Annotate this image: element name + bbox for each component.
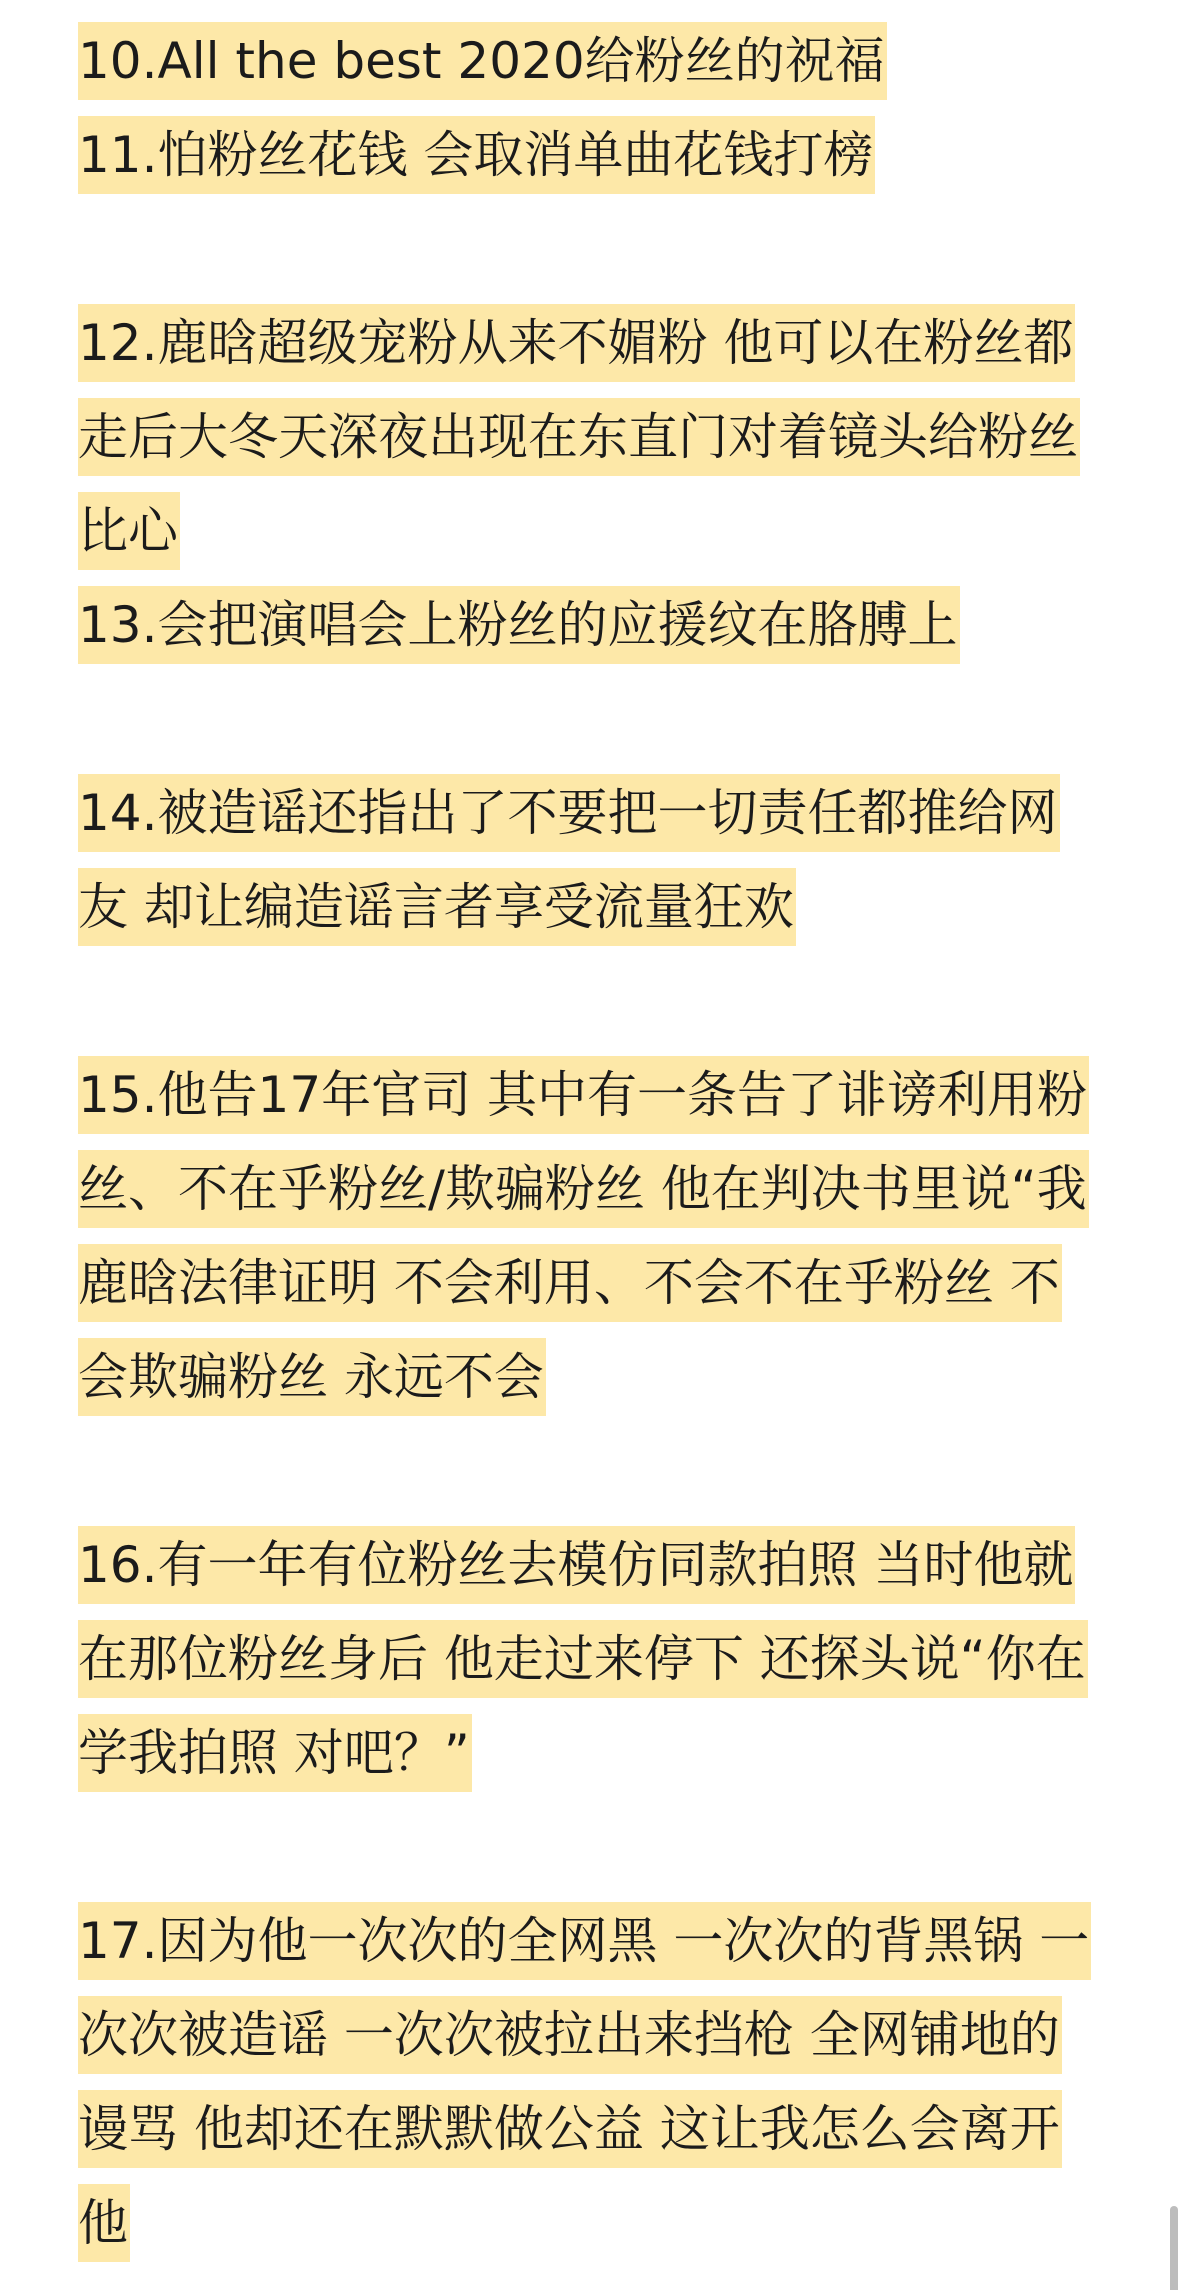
list-item bbox=[78, 1518, 1138, 1800]
highlighted-text: 14.被造谣还指出了不要把一切责任都推给网 bbox=[78, 774, 1060, 852]
text-line bbox=[78, 484, 1138, 578]
list-item bbox=[78, 578, 1138, 672]
paragraph-gap bbox=[78, 202, 1138, 296]
highlighted-text: 谩骂 他却还在默默做公益 这让我怎么会离开 bbox=[78, 2090, 1062, 2168]
highlighted-text: 15.他告17年官司 其中有一条告了诽谤利用粉 bbox=[78, 1056, 1089, 1134]
list-item bbox=[78, 14, 1138, 108]
text-line bbox=[78, 1894, 1138, 1988]
highlighted-text: 走后大冬天深夜出现在东直门对着镜头给粉丝 bbox=[78, 398, 1080, 476]
text-line bbox=[78, 1612, 1138, 1706]
highlighted-text: 学我拍照 对吧？” bbox=[78, 1714, 472, 1792]
text-line bbox=[78, 1706, 1138, 1800]
text-line bbox=[78, 578, 1138, 672]
text-line bbox=[78, 14, 1138, 108]
highlighted-text: 次次被造谣 一次次被拉出来挡枪 全网铺地的 bbox=[78, 1996, 1062, 2074]
text-line bbox=[78, 1330, 1138, 1424]
paragraph-gap bbox=[78, 1424, 1138, 1518]
list-item bbox=[78, 296, 1138, 578]
text-line bbox=[78, 296, 1138, 390]
highlighted-text: 10.All the best 2020给粉丝的祝福 bbox=[78, 22, 887, 100]
text-line bbox=[78, 1988, 1138, 2082]
text-line bbox=[78, 1048, 1138, 1142]
paragraph-gap bbox=[78, 672, 1138, 766]
highlighted-text: 16.有一年有位粉丝去模仿同款拍照 当时他就 bbox=[78, 1526, 1075, 1604]
text-line bbox=[78, 766, 1138, 860]
text-line bbox=[78, 2082, 1138, 2176]
highlighted-text: 比心 bbox=[78, 492, 180, 570]
note-content bbox=[78, 14, 1138, 2270]
text-line bbox=[78, 1518, 1138, 1612]
text-line bbox=[78, 860, 1138, 954]
list-item bbox=[78, 1894, 1138, 2270]
paragraph-gap bbox=[78, 1800, 1138, 1894]
list-item bbox=[78, 1048, 1138, 1424]
highlighted-text: 13.会把演唱会上粉丝的应援纹在胳膊上 bbox=[78, 586, 960, 664]
text-line bbox=[78, 2176, 1138, 2270]
highlighted-text: 会欺骗粉丝 永远不会 bbox=[78, 1338, 546, 1416]
text-line bbox=[78, 108, 1138, 202]
text-line bbox=[78, 1236, 1138, 1330]
list-item bbox=[78, 766, 1138, 954]
paragraph-gap bbox=[78, 954, 1138, 1048]
text-line bbox=[78, 1142, 1138, 1236]
list-item bbox=[78, 108, 1138, 202]
text-line bbox=[78, 390, 1138, 484]
highlighted-text: 11.怕粉丝花钱 会取消单曲花钱打榜 bbox=[78, 116, 875, 194]
highlighted-text: 丝、不在乎粉丝/欺骗粉丝 他在判决书里说“我 bbox=[78, 1150, 1089, 1228]
scrollbar[interactable] bbox=[1170, 2206, 1178, 2290]
highlighted-text: 他 bbox=[78, 2184, 130, 2262]
highlighted-text: 在那位粉丝身后 他走过来停下 还探头说“你在 bbox=[78, 1620, 1088, 1698]
highlighted-text: 17.因为他一次次的全网黑 一次次的背黑锅 一 bbox=[78, 1902, 1091, 1980]
highlighted-text: 12.鹿晗超级宠粉从来不媚粉 他可以在粉丝都 bbox=[78, 304, 1075, 382]
highlighted-text: 鹿晗法律证明 不会利用、不会不在乎粉丝 不 bbox=[78, 1244, 1062, 1322]
highlighted-text: 友 却让编造谣言者享受流量狂欢 bbox=[78, 868, 796, 946]
